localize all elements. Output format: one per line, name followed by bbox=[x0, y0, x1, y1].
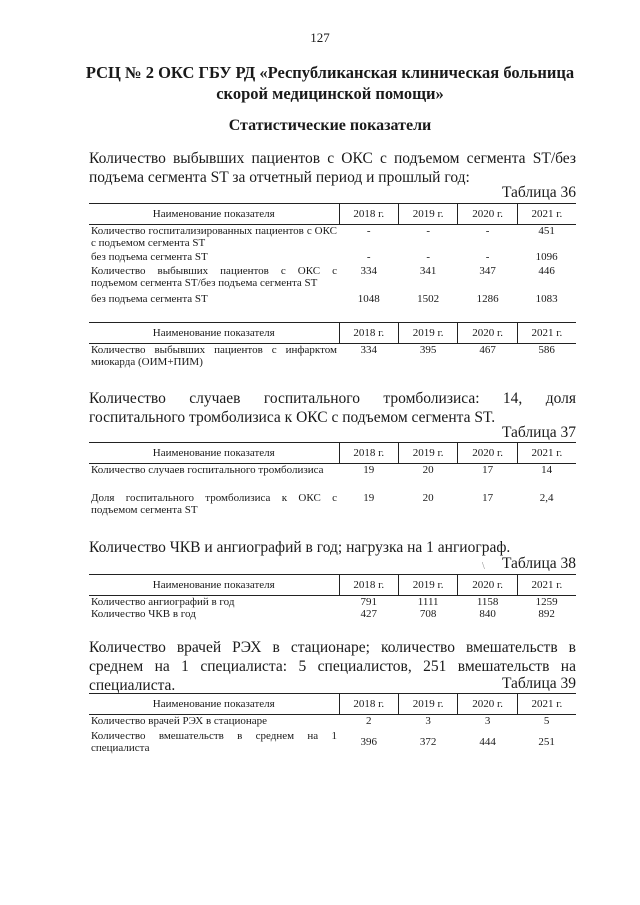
header-2018: 2018 г. bbox=[339, 575, 398, 596]
table-row bbox=[89, 596, 576, 609]
row-label: без подъема сегмента ST bbox=[91, 292, 208, 305]
title-line-2: скорой медицинской помощи» bbox=[216, 84, 444, 103]
header-2020: 2020 г. bbox=[458, 575, 517, 596]
table-37 bbox=[89, 442, 576, 516]
cell: - bbox=[485, 250, 490, 263]
cell: 19 bbox=[363, 491, 375, 504]
cell: 17 bbox=[482, 491, 494, 504]
table-header-row bbox=[89, 694, 576, 715]
cell: 2 bbox=[365, 715, 372, 727]
table-39 bbox=[89, 693, 576, 754]
cell: 3 bbox=[484, 715, 491, 727]
table-36-caption: Таблица 36 bbox=[501, 184, 576, 201]
row-label: Количество ЧКВ в год bbox=[91, 608, 196, 620]
table-row bbox=[89, 251, 576, 265]
header-2021: 2021 г. bbox=[517, 323, 576, 344]
cell: - bbox=[366, 250, 371, 263]
header-2018: 2018 г. bbox=[339, 443, 398, 464]
table-row bbox=[89, 225, 576, 251]
cell: 5 bbox=[543, 715, 550, 727]
cell: 372 bbox=[419, 735, 437, 748]
cell: 708 bbox=[419, 608, 437, 620]
row-label: без подъема сегмента ST bbox=[91, 250, 208, 263]
cell: 14 bbox=[541, 464, 553, 476]
table-36-part-2 bbox=[89, 322, 576, 368]
header-2021: 2021 г. bbox=[517, 204, 576, 225]
cell: 341 bbox=[419, 264, 437, 277]
cell: 892 bbox=[538, 608, 555, 620]
header-name: Наименование показателя bbox=[89, 575, 339, 596]
table-row bbox=[89, 293, 576, 307]
cell: - bbox=[366, 225, 371, 237]
cell: 444 bbox=[479, 735, 496, 748]
table-row bbox=[89, 715, 576, 730]
cell: 396 bbox=[360, 735, 377, 748]
document-title bbox=[60, 62, 600, 104]
header-2019: 2019 г. bbox=[398, 204, 457, 225]
section-subtitle: Статистические показатели bbox=[228, 117, 432, 134]
cell: 395 bbox=[419, 344, 437, 356]
cell: 1286 bbox=[476, 292, 499, 305]
table-37-caption: Таблица 37 bbox=[501, 424, 576, 441]
cell: 427 bbox=[360, 608, 377, 620]
header-2021: 2021 г. bbox=[517, 443, 576, 464]
header-2019: 2019 г. bbox=[398, 443, 457, 464]
cell: 2,4 bbox=[539, 491, 554, 504]
header-2018: 2018 г. bbox=[339, 204, 398, 225]
header-2018: 2018 г. bbox=[339, 323, 398, 344]
cell: 20 bbox=[422, 464, 434, 476]
row-label: Количество госпитализированных пациентов с ОКС с подъемом сегмента ST bbox=[91, 225, 337, 249]
cell: 1096 bbox=[535, 250, 558, 263]
table-header-row bbox=[89, 575, 576, 596]
header-2020: 2020 г. bbox=[458, 323, 517, 344]
cell: 19 bbox=[363, 464, 375, 476]
table-38-caption: Таблица 38 bbox=[501, 555, 576, 572]
paragraph-1: Количество выбывших пациентов с ОКС с подъемом сегмента ST/без подъема сегмента ST за отчетный период и прошлый год: bbox=[89, 150, 576, 186]
cell: 334 bbox=[360, 344, 377, 356]
cell: 467 bbox=[479, 344, 496, 356]
header-name: Наименование показателя bbox=[89, 694, 339, 715]
header-2020: 2020 г. bbox=[458, 694, 517, 715]
page-number: 127 bbox=[310, 30, 330, 45]
row-label: Количество врачей РЭХ в стационаре bbox=[91, 715, 268, 727]
cell: 17 bbox=[482, 464, 494, 476]
cell: 251 bbox=[538, 735, 555, 748]
row-label: Количество ангиографий в год bbox=[91, 596, 235, 608]
cell: 1502 bbox=[417, 292, 440, 305]
cell: 586 bbox=[538, 344, 555, 356]
row-label: Количество выбывших пациентов с ОКС с подъемом сегмента ST/без подъема сегмента ST bbox=[91, 264, 337, 289]
paragraph-4: Количество врачей РЭХ в стационаре; количество вмешательств в среднем на 1 специалиста: 5 специалистов, 251 вмешательств на специалиста. bbox=[89, 639, 576, 694]
header-name: Наименование показателя bbox=[89, 443, 339, 464]
table-row bbox=[89, 730, 576, 754]
cell: 446 bbox=[538, 264, 555, 277]
header-2020: 2020 г. bbox=[458, 204, 517, 225]
paragraph-3: Количество ЧКВ и ангиографий в год; нагрузка на 1 ангиограф. bbox=[89, 539, 511, 556]
cell: 840 bbox=[479, 608, 496, 620]
cell: 1048 bbox=[357, 292, 380, 305]
cell: 3 bbox=[425, 715, 431, 727]
scan-mark: \ bbox=[482, 561, 485, 572]
table-36 bbox=[89, 203, 576, 307]
table-header-row bbox=[89, 443, 576, 464]
row-label: Количество выбывших пациентов с инфарктом миокарда (ОИМ+ПИМ) bbox=[91, 344, 337, 368]
header-2021: 2021 г. bbox=[517, 694, 576, 715]
table-row bbox=[89, 344, 576, 369]
cell: 1259 bbox=[535, 596, 558, 608]
table-header-row bbox=[89, 204, 576, 225]
cell: 1083 bbox=[535, 292, 558, 305]
cell: 334 bbox=[360, 264, 377, 277]
title-line-1: РСЦ № 2 ОКС ГБУ РД «Республиканская клиническая больница bbox=[85, 63, 575, 82]
table-row bbox=[89, 464, 576, 492]
table-row bbox=[89, 492, 576, 516]
cell: - bbox=[426, 225, 431, 237]
cell: 1158 bbox=[476, 596, 499, 608]
header-2021: 2021 г. bbox=[517, 575, 576, 596]
header-name: Наименование показателя bbox=[89, 204, 339, 225]
cell: 791 bbox=[360, 596, 377, 608]
cell: - bbox=[426, 250, 431, 263]
table-row bbox=[89, 608, 576, 620]
header-2020: 2020 г. bbox=[458, 443, 517, 464]
cell: 451 bbox=[538, 225, 555, 237]
table-header-row bbox=[89, 323, 576, 344]
table-39-caption: Таблица 39 bbox=[501, 675, 576, 692]
header-2018: 2018 г. bbox=[339, 694, 398, 715]
row-label: Количество случаев госпитального тромболизиса bbox=[91, 464, 324, 476]
row-label: Количество вмешательств в среднем на 1 специалиста bbox=[91, 729, 337, 754]
header-2019: 2019 г. bbox=[398, 575, 457, 596]
row-label: Доля госпитального тромболизиса к ОКС с подъемом сегмента ST bbox=[91, 491, 337, 516]
cell: 347 bbox=[479, 264, 496, 277]
cell: 20 bbox=[422, 491, 434, 504]
cell: - bbox=[485, 225, 490, 237]
header-name: Наименование показателя bbox=[89, 323, 339, 344]
cell: 1111 bbox=[417, 596, 439, 608]
paragraph-2: Количество случаев госпитального тромболизиса: 14, доля госпитального тромболизиса к ОКС с подъемом сегмента ST. bbox=[89, 390, 576, 426]
header-2019: 2019 г. bbox=[398, 323, 457, 344]
table-row bbox=[89, 265, 576, 293]
header-2019: 2019 г. bbox=[398, 694, 457, 715]
table-38 bbox=[89, 574, 576, 620]
